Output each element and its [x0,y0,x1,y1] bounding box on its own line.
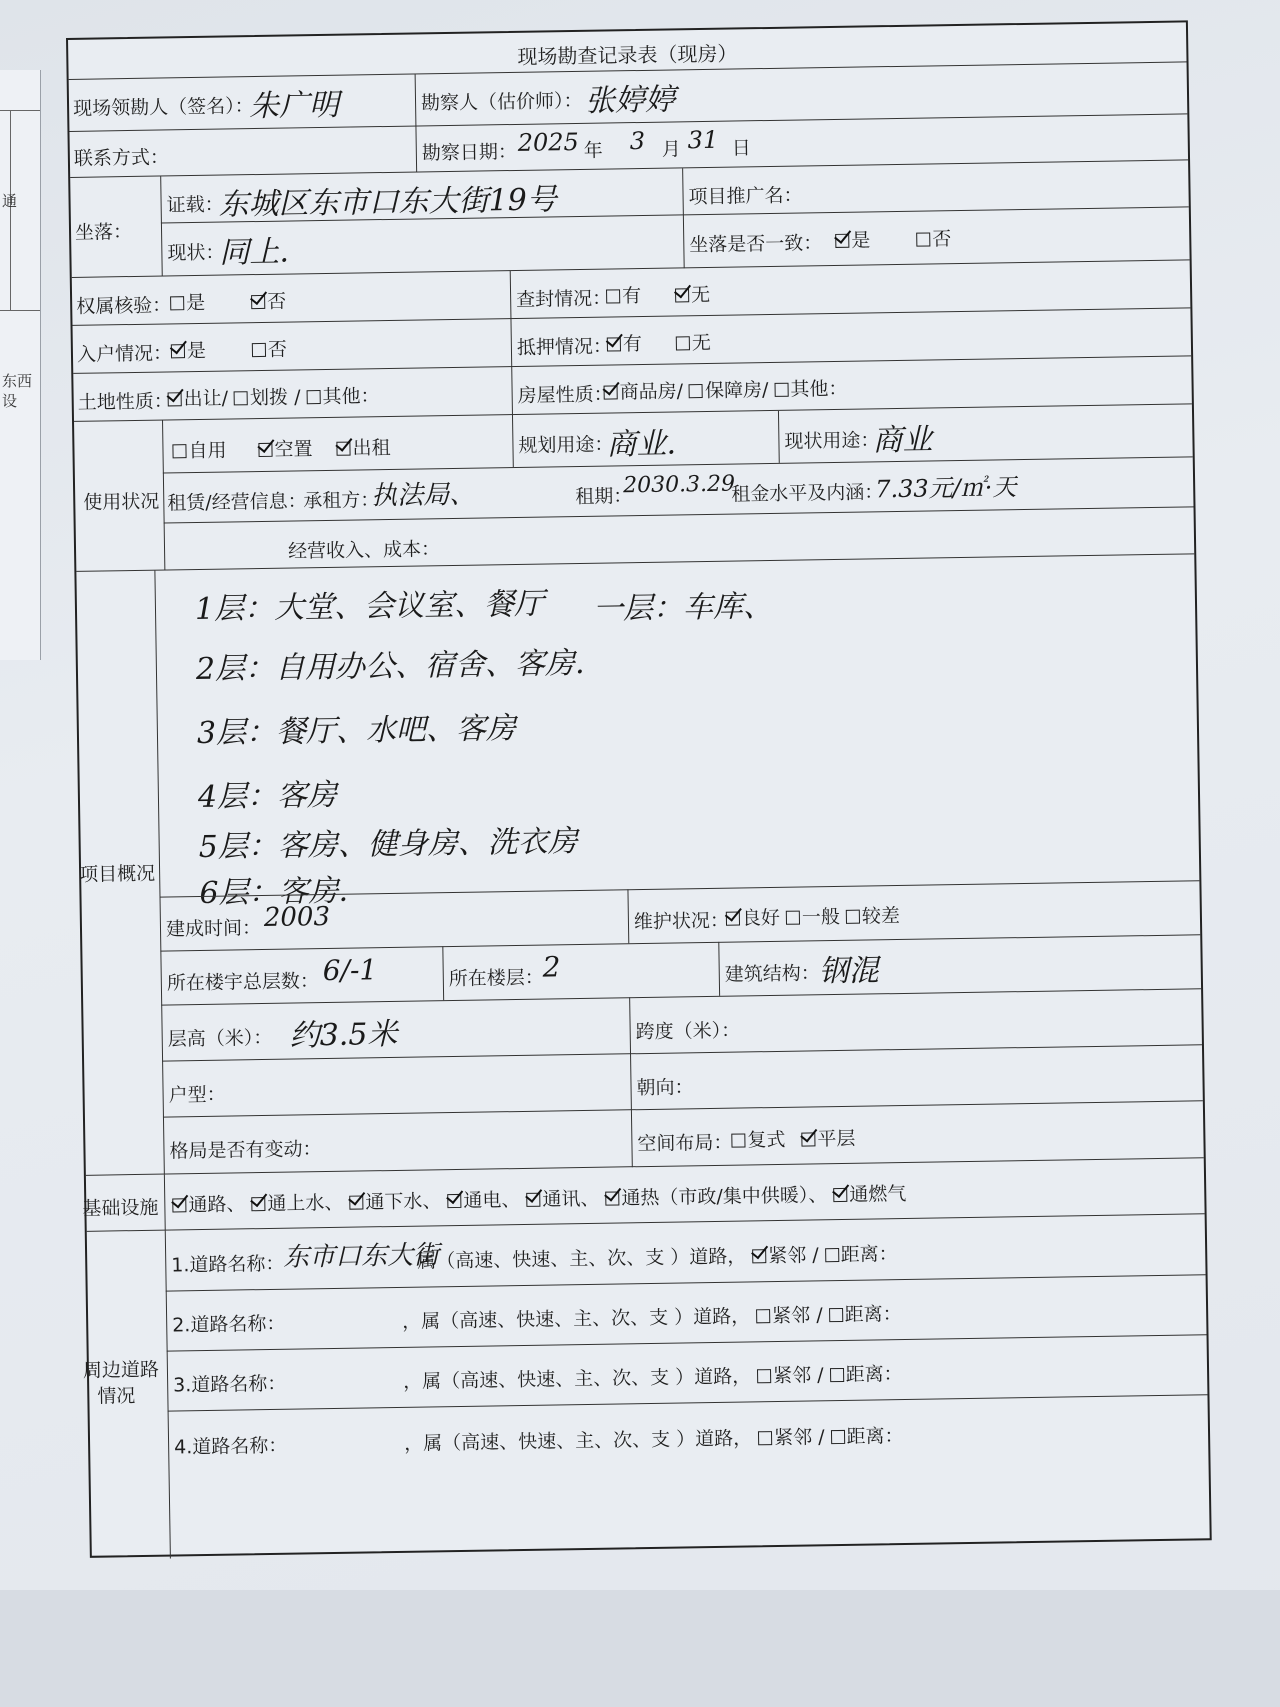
total-floors-label: 所在楼宇总层数： [166,970,320,995]
road-2-type: ，属（高速、快速、主、次、支 ）道路， 紧邻 / 距离： [402,1303,902,1333]
house-label: 房屋性质： [517,383,613,407]
date-year: 2025 [517,127,579,157]
height-value: 约3.5米 [289,1016,398,1054]
cert-label: 证载： [166,193,224,217]
maint-poor-checkbox[interactable] [846,910,860,924]
flat-checkbox[interactable] [801,1132,815,1146]
leader-label: 现场领勘人（签名）： [72,95,254,120]
structure-label: 建筑结构： [724,962,820,986]
road-2: 2.道路名称： [172,1312,286,1337]
maintenance-options: 良好 一般 较差 [720,901,900,931]
space-layout-label: 空间布局： [637,1131,733,1156]
plan-use-value: 商业. [606,426,677,463]
date-month: 3 [629,126,646,156]
overview-line-5: 5层：客房、健身房、洗衣房 [198,824,579,866]
ownership-options: 是 否 [164,287,286,316]
leader-signature: 朱广明 [248,87,340,125]
ownership-label: 权属核验： [76,294,172,318]
lease-term-value: 2030.3.29 [622,471,736,499]
lease-label: 租赁/经营信息： [167,490,307,515]
floor-label: 所在楼层： [448,966,545,991]
layout-change-label: 格局是否有变动： [169,1138,322,1163]
seizure-none-checkbox[interactable] [675,288,689,302]
land-allocation-checkbox[interactable] [234,391,248,405]
rent-value: 7.33元/㎡·天 [874,473,1017,504]
maint-normal-checkbox[interactable] [786,911,800,925]
land-other-checkbox[interactable] [306,390,320,404]
consistent-no-checkbox[interactable] [916,232,930,246]
entry-yes-checkbox[interactable] [171,344,185,358]
structure-value: 钢混 [818,953,880,990]
road-3-adjacent-checkbox[interactable] [757,1369,771,1383]
infra-options: 通路、 通上水、 通下水、 通电、 通讯、 通热（市政/集中供暖）、 通燃气 [166,1179,906,1218]
rent-label: 租金水平及内涵： [731,481,884,506]
usage-options: 自用 空置 出租 [166,433,390,464]
consistent-yes-checkbox[interactable] [835,234,849,248]
land-transfer-checkbox[interactable] [168,392,182,406]
ownership-yes-checkbox[interactable] [170,296,184,310]
seizure-label: 查封情况： [515,287,612,311]
consistent-label: 坐落是否一致： [689,232,823,257]
table-surface [0,1590,1280,1707]
current-use-value: 商业 [872,422,933,459]
overview-line-1: 1层：大堂、会议室、餐厅 [194,586,545,628]
infra-road-checkbox[interactable] [172,1198,186,1212]
ownership-no-checkbox[interactable] [251,295,265,309]
roads-label-1: 周边道路 [82,1358,160,1382]
status-value: 同上. [219,234,290,271]
mortgage-have-checkbox[interactable] [607,337,621,351]
contact-label: 联系方式： [73,146,170,170]
road-2-adjacent-checkbox[interactable] [756,1309,770,1323]
unit-type-label: 户型： [168,1083,226,1107]
road-3: 3.道路名称： [173,1372,287,1397]
infra-water-supply-checkbox[interactable] [251,1197,265,1211]
road-1-name: 东市口东大街 [282,1240,440,1273]
road-1-adjacent-checkbox[interactable] [752,1249,766,1263]
road-1-distance-checkbox[interactable] [825,1248,839,1262]
maintenance-label: 维护状况： [633,909,730,934]
plan-use-label: 规划用途： [518,433,614,457]
current-use-label: 现状用途： [784,429,880,453]
infra-heating-checkbox[interactable] [605,1191,619,1205]
road-4-type: ，属（高速、快速、主、次、支 ）道路， 紧邻 / 距离： [403,1425,904,1455]
height-label: 层高（米）： [167,1026,273,1051]
road-4-distance-checkbox[interactable] [830,1430,844,1444]
consistent-options: 是 否 [829,224,951,253]
space-layout-options: 复式 平层 [725,1124,855,1153]
roads-label-2: 情况 [97,1385,136,1408]
total-floors-value: 6/-1 [322,953,378,988]
span-label: 跨度（米）： [635,1019,741,1044]
date-day: 31 [687,125,719,155]
cert-address: 东城区东市口东大街19号 [218,182,558,223]
land-options: 出让/ 划拨 / 其他： [161,381,379,411]
lessee-label: 承租方： [303,489,380,513]
project-name-label: 项目推广名： [688,184,803,209]
entry-options: 是 否 [165,335,287,364]
year-char: 年 [583,139,604,162]
usage-label: 使用状况 [83,490,160,514]
infra-label: 基础设施 [82,1196,159,1220]
infra-drainage-checkbox[interactable] [349,1195,363,1209]
inspector-label: 勘察人（估价师）： [420,89,583,115]
seizure-options: 有 无 [600,280,710,309]
house-other-checkbox[interactable] [774,383,788,397]
inspector-signature: 张婷婷 [584,82,676,119]
overview-label: 项目概况 [78,862,156,886]
overview-line-6: 6层：客房. [199,873,349,912]
floor-value: 2 [542,950,561,984]
date-label: 勘察日期： [421,140,518,165]
location-label: 坐落： [74,220,133,244]
road-3-distance-checkbox[interactable] [829,1368,843,1382]
form-title: 现场勘查记录表（现房） [517,41,738,69]
overview-line-2: 2层：自用办公、宿舍、客房. [195,645,585,688]
infra-telecom-checkbox[interactable] [526,1193,540,1207]
road-1-type: 属（高速、快速、主、次、支 ）道路， 紧邻 / 距离： [417,1243,898,1273]
road-4-adjacent-checkbox[interactable] [758,1431,772,1445]
infra-power-checkbox[interactable] [447,1194,461,1208]
house-commercial-checkbox[interactable] [604,385,618,399]
maint-good-checkbox[interactable] [726,912,740,926]
mortgage-options: 有 无 [601,328,711,357]
mortgage-none-checkbox[interactable] [676,336,690,350]
house-affordable-checkbox[interactable] [689,384,703,398]
overview-line-4: 4层：客房 [197,777,338,816]
orientation-label: 朝向： [636,1076,694,1100]
entry-no-checkbox[interactable] [252,343,266,357]
built-label: 建成时间： [165,917,262,941]
built-value: 2003 [263,901,331,933]
usage-rent-checkbox[interactable] [336,442,350,456]
lease-term-label: 租期： [575,485,633,509]
overview-basement: 一层：车库、 [592,588,774,627]
usage-self-checkbox[interactable] [172,444,186,458]
adjacent-sheet: 通 东西 设 [0,70,41,660]
road-2-distance-checkbox[interactable] [829,1308,843,1322]
duplex-checkbox[interactable] [731,1133,745,1147]
lessee-value: 执法局、 [371,479,476,512]
road-1: 1.道路名称： [171,1252,285,1277]
mortgage-label: 抵押情况： [516,335,613,359]
land-label: 土地性质： [77,390,173,414]
day-char: 日 [731,137,752,160]
road-3-type: ，属（高速、快速、主、次、支 ）道路， 紧邻 / 距离： [402,1363,903,1393]
entry-label: 入户情况： [76,342,173,366]
month-char: 月 [661,138,682,161]
status-label: 现状： [167,241,225,265]
usage-vacant-checkbox[interactable] [258,443,272,457]
house-options: 商品房/ 保障房/ 其他： [597,374,847,405]
road-4: 4.道路名称： [173,1434,288,1459]
inspection-form [66,20,1212,1557]
income-label: 经营收入、成本： [287,538,441,563]
seizure-have-checkbox[interactable] [606,289,620,303]
infra-gas-checkbox[interactable] [833,1188,847,1202]
overview-line-3: 3层：餐厅、水吧、客房 [196,711,517,752]
